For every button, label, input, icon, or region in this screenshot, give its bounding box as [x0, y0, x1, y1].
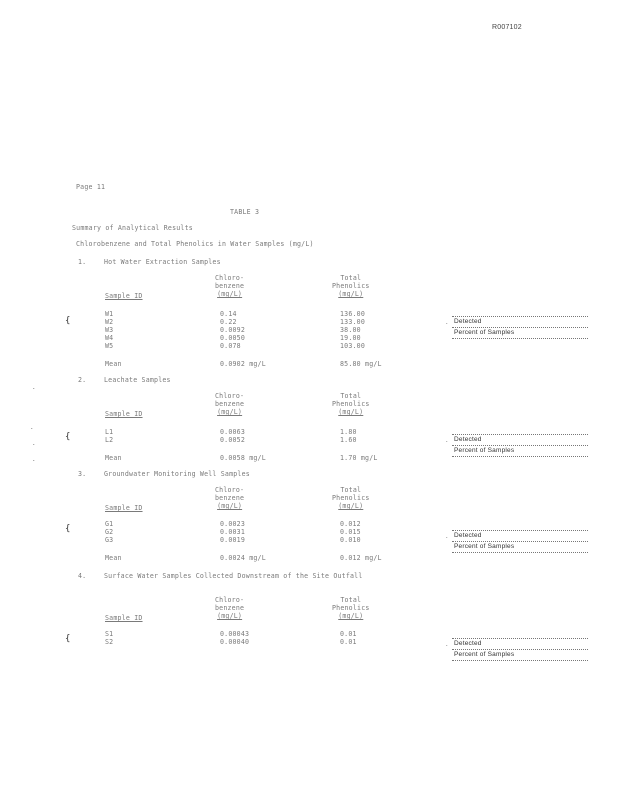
- section-4: [60, 572, 440, 652]
- table-row: G2 0.0031 0.015: [105, 528, 361, 536]
- section-number: 2.: [78, 376, 87, 384]
- box-marker: .: [446, 642, 448, 648]
- section-number: 1.: [78, 258, 87, 266]
- table-row: L1 0.0063 1.80: [105, 428, 357, 436]
- bracket-mark: {: [65, 432, 71, 442]
- section-2: [60, 376, 440, 466]
- table-row: W2 0.22 133.00: [105, 318, 366, 326]
- table-row: G3 0.0019 0.010: [105, 536, 361, 544]
- section-title: Leachate Samples: [104, 376, 171, 384]
- table-row: W5 0.078 103.00: [105, 342, 366, 350]
- column-header-sample: Sample ID: [105, 614, 143, 622]
- column-header-phenolics: Total Phenolics (mg/L): [332, 596, 370, 620]
- percent-label: Percent of Samples: [452, 327, 588, 339]
- detected-box: [446, 316, 588, 339]
- column-header-chlorobenzene: Chloro- benzene (mg/L): [215, 392, 245, 416]
- percent-label: Percent of Samples: [452, 445, 588, 457]
- column-header-chlorobenzene: Chloro- benzene (mg/L): [215, 274, 245, 298]
- percent-label: Percent of Samples: [452, 541, 588, 553]
- section-title: Surface Water Samples Collected Downstream of the Site Outfall: [104, 572, 363, 580]
- table-row: L2 0.0052 1.60: [105, 436, 357, 444]
- detected-label: Detected: [452, 530, 588, 541]
- table-row: S2 0.00040 0.01: [105, 638, 357, 646]
- detected-box: [446, 638, 588, 661]
- box-marker: .: [446, 320, 448, 326]
- table-row: G1 0.0023 0.012: [105, 520, 361, 528]
- margin-mark: .: [32, 440, 36, 447]
- table-row: W3 0.0092 38.00: [105, 326, 361, 334]
- margin-mark: .: [32, 456, 36, 463]
- section-number: 3.: [78, 470, 87, 478]
- column-header-phenolics: Total Phenolics (mg/L): [332, 274, 370, 298]
- detected-box: [446, 530, 588, 553]
- box-marker: .: [446, 438, 448, 444]
- section-1: [60, 258, 440, 373]
- margin-mark: .: [30, 424, 34, 431]
- percent-label: Percent of Samples: [452, 649, 588, 661]
- column-header-sample: Sample ID: [105, 292, 143, 300]
- bracket-mark: {: [65, 634, 71, 644]
- column-header-phenolics: Total Phenolics (mg/L): [332, 392, 370, 416]
- table-subcaption: Chlorobenzene and Total Phenolics in Water Samples (mg/L): [76, 240, 314, 248]
- detected-label: Detected: [452, 434, 588, 445]
- section-number: 4.: [78, 572, 87, 580]
- column-header-chlorobenzene: Chloro- benzene (mg/L): [215, 486, 245, 510]
- table-row: W1 0.14 136.00: [105, 310, 366, 318]
- table-row: S1 0.00043 0.01: [105, 630, 357, 638]
- detected-box: [446, 434, 588, 457]
- detected-label: Detected: [452, 638, 588, 649]
- bracket-mark: {: [65, 524, 71, 534]
- mean-row: Mean 0.0902 mg/L 85.80 mg/L: [105, 360, 382, 368]
- section-title: Groundwater Monitoring Well Samples: [104, 470, 250, 478]
- column-header-sample: Sample ID: [105, 504, 143, 512]
- section-title: Hot Water Extraction Samples: [104, 258, 221, 266]
- section-3: [60, 470, 440, 562]
- margin-mark: .: [32, 384, 36, 391]
- table-caption: Summary of Analytical Results: [72, 224, 193, 232]
- document-id: R007102: [492, 24, 522, 31]
- mean-row: Mean 0.0024 mg/L 0.012 mg/L: [105, 554, 382, 562]
- column-header-chlorobenzene: Chloro- benzene (mg/L): [215, 596, 245, 620]
- column-header-sample: Sample ID: [105, 410, 143, 418]
- mean-row: Mean 0.0058 mg/L 1.70 mg/L: [105, 454, 378, 462]
- table-row: W4 0.0050 19.00: [105, 334, 361, 342]
- column-header-phenolics: Total Phenolics (mg/L): [332, 486, 370, 510]
- table-title: TABLE 3: [230, 208, 260, 216]
- box-marker: .: [446, 534, 448, 540]
- detected-label: Detected: [452, 316, 588, 327]
- page-number: Page 11: [76, 183, 106, 191]
- bracket-mark: {: [65, 316, 71, 326]
